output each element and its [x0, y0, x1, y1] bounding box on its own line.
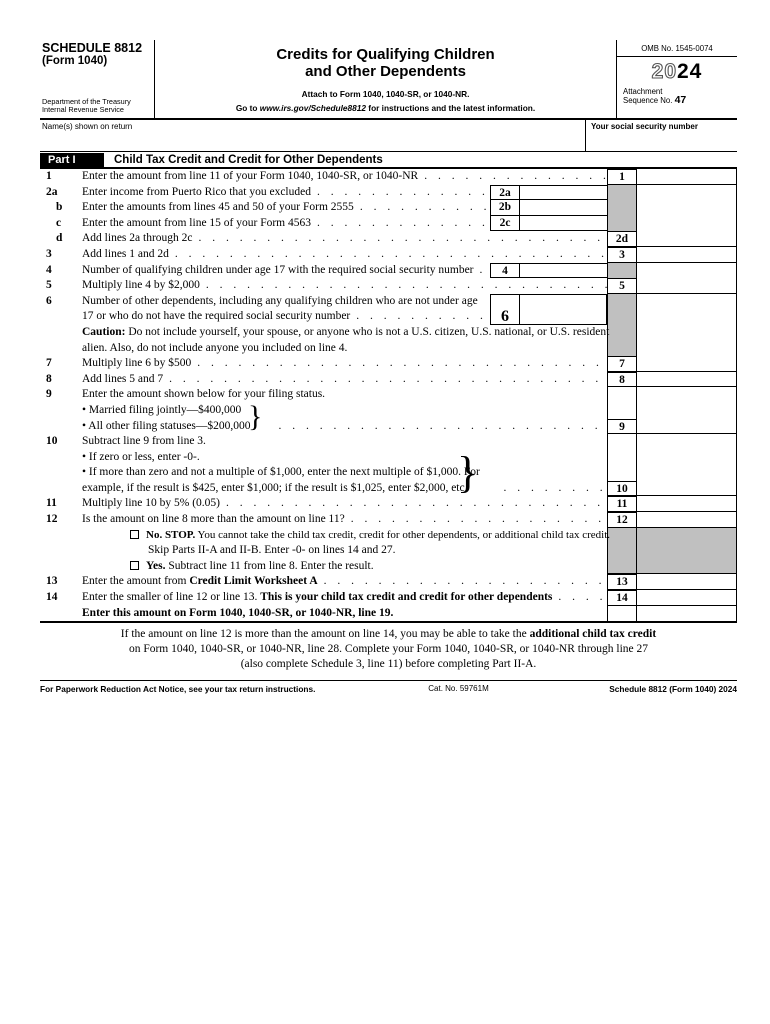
line-2b-shaded-cell: [607, 200, 637, 216]
line-2d-box-label: 2d: [607, 231, 637, 247]
line-14-text-wrap: [82, 590, 607, 606]
line-2a-entry-box: [490, 185, 607, 201]
form-line-9-row3: [40, 419, 737, 435]
line-8-text: Add lines 5 and 7: [82, 372, 164, 385]
no-rest1: You cannot take the child tax credit, credit for other dependents, or additional child tax credit.: [195, 528, 611, 541]
line-9-right-area2: [637, 403, 737, 419]
yes-row-spacer: [40, 559, 82, 575]
paperwork-notice: For Paperwork Reduction Act Notice, see your tax return instructions.: [40, 683, 316, 694]
part1-title: Child Tax Credit and Credit for Other Dependents: [114, 153, 383, 166]
caution-right-area2: [637, 341, 737, 357]
line-3-number: 3: [46, 247, 52, 260]
caution-rest1: Do not include yourself, your spouse, or anyone who is not a U.S. citizen, U.S. national, or U.S. resident: [125, 325, 610, 338]
header-right-block: [616, 40, 737, 118]
line-14-right-area: [637, 606, 737, 622]
no-shaded-cell2: [607, 543, 637, 559]
name-ssn-row: [40, 120, 737, 152]
form-title-line-1: Credits for Qualifying Children: [276, 46, 495, 63]
line-14-bold2-wrap: [82, 606, 607, 622]
line-10-bullet1: • If zero or less, enter -0-.: [82, 450, 200, 463]
form-title: [155, 47, 616, 80]
line-2c-entry-box: [490, 216, 607, 232]
line-12-no-checkbox[interactable]: [130, 530, 139, 539]
parent-form: (Form 1040): [42, 55, 108, 67]
no-option-text2: Skip Parts II-A and II-B. Enter -0- on lines 14 and 27.: [148, 544, 396, 557]
line-9-brace: }: [248, 400, 263, 434]
dot-leader: [474, 263, 490, 279]
year-outline: 20: [651, 60, 677, 83]
line-13-bold: Credit Limit Worksheet A: [189, 575, 318, 588]
note-line-1: [40, 627, 737, 642]
line-8-text-wrap: [82, 372, 607, 388]
line-10-intro-wrap: [82, 434, 607, 450]
line-9-intro-wrap: [82, 387, 607, 403]
line-6-text2: 17 or who do not have the required social security number: [82, 310, 351, 323]
line-11-text-wrap: [82, 496, 607, 512]
line-2c-text-wrap: [82, 216, 607, 232]
form-container: [40, 40, 737, 694]
line-10-brace: }: [457, 448, 479, 498]
line-9-spacer: [40, 403, 82, 419]
yes-option-wrap: [82, 559, 607, 575]
line-11-text: Multiply line 10 by 5% (0.05): [82, 497, 220, 510]
no-option-text1: [146, 528, 610, 544]
part1-bottom-rule: [40, 621, 737, 623]
line-12-no-row2: [40, 543, 737, 559]
line-10-bullet2a: • If more than zero and not a multiple of $1,000, enter the next multiple of $1,000. For: [82, 466, 480, 479]
no-option-wrap: [82, 528, 611, 544]
line-13-box-label: 13: [607, 574, 637, 590]
line-10-bullet1-wrap: [82, 450, 607, 466]
line-10-right-area2: [637, 450, 737, 466]
line-3-amount-input[interactable]: [637, 247, 737, 263]
line-13-text-wrap: [82, 574, 607, 590]
name-input[interactable]: [40, 120, 585, 151]
form-line-2c: [40, 216, 737, 232]
form-line-3: [40, 247, 737, 263]
line-10-box-label: 10: [607, 481, 637, 497]
dot-leader: [200, 278, 607, 294]
caution-text1-wrap: [82, 325, 610, 341]
line-9-spacer2: [40, 419, 82, 435]
line-3-text: Add lines 1 and 2d: [82, 247, 169, 260]
line-13-amount-input[interactable]: [637, 574, 737, 590]
line-10-group: [40, 434, 737, 496]
ssn-input[interactable]: [585, 120, 737, 151]
line-4-shaded-cell: [607, 263, 637, 279]
line-2c-amount-input[interactable]: [520, 216, 607, 231]
dot-leader: [169, 247, 607, 263]
form-line-7: [40, 356, 737, 372]
no-row-spacer: [40, 528, 82, 544]
line-2b-number: b: [56, 201, 63, 214]
line-9-bullet1: • Married filing jointly—$400,000: [82, 403, 242, 416]
line-12-amount-input[interactable]: [637, 512, 737, 528]
line-4-number: 4: [46, 263, 52, 276]
form-line-9-row1: [40, 387, 737, 403]
dot-leader: [318, 574, 607, 590]
line-13-pre: Enter the amount from: [82, 575, 190, 588]
line-9-amount-input[interactable]: [637, 419, 737, 435]
line-10-col-spacer3: [607, 465, 637, 481]
line-2c-text: Enter the amount from line 15 of your Form 4563: [82, 216, 312, 229]
line-2b-amount-input[interactable]: [520, 200, 607, 215]
line-3-box-label: 3: [607, 247, 637, 263]
dot-leader: [350, 309, 489, 325]
line-6-caution-row1: [40, 325, 737, 341]
line-2c-box-label: 2c: [491, 216, 520, 231]
form-line-5: [40, 278, 737, 294]
line-10-right-area3: [637, 465, 737, 481]
line-7-number: 7: [46, 357, 52, 370]
line-2c-right-area: [637, 216, 737, 232]
yes-shaded-cell: [607, 559, 637, 575]
line-1-amount-input[interactable]: [637, 169, 737, 185]
line-2c-shaded-cell: [607, 216, 637, 232]
line-10-col-spacer2: [607, 450, 637, 466]
dot-leader: [311, 216, 490, 232]
line-2b-box-label: 2b: [491, 200, 520, 215]
department-lines: [42, 98, 131, 115]
dot-leader: [552, 590, 607, 606]
line-10-right-area: [637, 434, 737, 450]
line-4-right-area: [637, 263, 737, 279]
line-1-text: Enter the amount from line 11 of your Form 1040, 1040-SR, or 1040-NR: [82, 170, 419, 182]
caution-text1: [82, 325, 609, 341]
no-option-wrap2: [82, 543, 607, 559]
line-11-box-label: 11: [607, 496, 637, 512]
line-6-text1: Number of other dependents, including any qualifying children who are not under age: [82, 294, 478, 307]
line-10-spacer2: [40, 465, 82, 481]
attachment-line-2: [623, 96, 737, 105]
header-left-block: [40, 40, 155, 118]
line-8-amount-input[interactable]: [637, 372, 737, 388]
schedule-number: SCHEDULE 8812: [42, 41, 143, 55]
line-10-bullet2a-wrap: [82, 465, 607, 481]
dot-leader: [191, 356, 607, 372]
footer-form-id: Schedule 8812 (Form 1040) 2024: [609, 683, 737, 694]
form-line-1: [40, 169, 737, 185]
form-line-14: [40, 590, 737, 606]
line-5-text-wrap: [82, 278, 607, 294]
line-2d-number: d: [56, 232, 63, 245]
line-7-text: Multiply line 6 by $500: [82, 357, 192, 370]
line-11-number: 11: [46, 497, 57, 510]
line-9-number: 9: [46, 388, 52, 401]
caution-text2-wrap: [82, 341, 607, 357]
caution-spacer: [40, 325, 82, 341]
line-4-text-wrap: [82, 263, 607, 279]
line-9-group: [40, 387, 737, 434]
caution-spacer2: [40, 341, 82, 357]
line-9-intro: Enter the amount shown below for your filing status.: [82, 388, 326, 401]
line-2a-text-wrap: [82, 185, 607, 201]
line-9-col-spacer: [607, 387, 637, 403]
form-line-10-row2: [40, 450, 737, 466]
line-10-amount-input[interactable]: [637, 481, 737, 497]
sequence-number: 47: [674, 94, 687, 106]
line-8-number: 8: [46, 372, 52, 385]
form-line-6-row2: [40, 309, 737, 325]
dot-leader: [193, 231, 607, 247]
form-line-8: [40, 372, 737, 388]
line-10-number: 10: [46, 435, 58, 448]
dot-leader: [163, 372, 607, 388]
dot-leader: [273, 419, 607, 435]
line-2d-amount-input[interactable]: [637, 231, 737, 247]
line-14-text: [82, 590, 552, 606]
line-14-bold: This is your child tax credit and credit for other dependents: [260, 591, 553, 604]
yes-option-text: [146, 559, 374, 575]
dot-leader: [354, 200, 490, 216]
line-2c-number: c: [56, 216, 62, 229]
line-9-bullet2-wrap: [82, 419, 607, 435]
yes-shaded-area: [637, 559, 737, 575]
line-2d-text: Add lines 2a through 2c: [82, 232, 193, 245]
line-9-bullet1-wrap: [82, 403, 607, 419]
omb-number: OMB No. 1545-0074: [617, 40, 737, 57]
line-9-bullet2: • All other filing statuses—$200,000: [82, 419, 251, 432]
caution-shaded-cell: [607, 325, 637, 341]
line-4-entry-box: [490, 263, 607, 279]
header-center-block: [155, 40, 616, 118]
no-shaded-cell: [607, 528, 637, 544]
line-12-yes-checkbox[interactable]: [130, 561, 139, 570]
line-14-box-label: 14: [607, 590, 637, 606]
line-10-bullet2b-wrap: [82, 481, 607, 497]
line-12-text-wrap: [82, 512, 607, 528]
form-line-2b: [40, 200, 737, 216]
line-2a-right-area: [637, 185, 737, 201]
line-6-right-area: [637, 294, 737, 310]
line-2b-text: Enter the amounts from lines 45 and 50 of your Form 2555: [82, 201, 354, 214]
line-6-box-label: 6: [491, 295, 520, 324]
part1-badge: Part I: [40, 153, 104, 167]
line-10-spacer3: [40, 481, 82, 497]
brace-gap: [467, 481, 497, 497]
line-14-pre: Enter the smaller of line 12 or line 13.: [82, 591, 261, 604]
dot-leader: [220, 496, 607, 512]
form-line-2a: [40, 185, 737, 201]
no-shaded-area2: [637, 543, 737, 559]
dot-leader: [418, 169, 607, 185]
form-line-10-row1: [40, 434, 737, 450]
line-10-spacer: [40, 450, 82, 466]
part1-body: [40, 169, 737, 621]
caution-right-area: [637, 325, 737, 341]
caution-shaded-cell2: [607, 341, 637, 357]
line-2a-box-label: 2a: [491, 186, 520, 200]
line-4-amount-input[interactable]: [520, 264, 607, 278]
dept-line-1: Department of the Treasury: [42, 96, 131, 106]
form-line-10-row3: [40, 465, 737, 481]
line-12-no-row1: [40, 528, 737, 544]
form-line-4: [40, 263, 737, 279]
line-12-box-label: 12: [607, 512, 637, 528]
goto-pre: Go to: [235, 103, 260, 113]
line-13-text: [82, 574, 318, 590]
line-7-box-label: 7: [607, 356, 637, 372]
line-5-amount-input[interactable]: [637, 278, 737, 294]
attachment-sequence: [617, 84, 737, 105]
line-3-text-wrap: [82, 247, 607, 263]
note-line-1-pre: If the amount on line 12 is more than the amount on line 14, you may be able to take the: [120, 628, 530, 641]
form-line-12: [40, 512, 737, 528]
line-10-col-spacer: [607, 434, 637, 450]
dot-leader: [497, 481, 607, 497]
line-6-group: [40, 294, 737, 356]
yes-rest: Subtract line 11 from line 8. Enter the result.: [165, 559, 374, 572]
line-8-box-label: 8: [607, 372, 637, 388]
line-6-shaded-cell2: [607, 309, 637, 325]
form-line-14-row2: [40, 606, 737, 622]
line-2a-number: 2a: [46, 185, 58, 198]
form-line-10-row4: [40, 481, 737, 497]
note-line-2: on Form 1040, 1040-SR, or 1040-NR, line 28. Complete your Form 1040, 1040-SR, or 1040-NR through line 27: [128, 643, 649, 656]
note-line-3: (also complete Schedule 3, line 11) before completing Part II-A.: [240, 657, 537, 670]
line-1-box-label: 1: [607, 169, 637, 185]
no-row2-spacer: [40, 543, 82, 559]
form-line-6-row1: [40, 294, 737, 310]
caution-text2: alien. Also, do not include anyone you included on line 4.: [82, 341, 348, 354]
line-2a-text: Enter income from Puerto Rico that you excluded: [82, 185, 311, 198]
note-line-1-bold: additional child tax credit: [529, 628, 657, 641]
form-line-11: [40, 496, 737, 512]
line-2b-text-wrap: [82, 200, 607, 216]
tax-year: [617, 57, 737, 84]
line-6-number: 6: [46, 294, 52, 307]
additional-credit-note: [40, 627, 737, 671]
line-6-text1-wrap: [82, 294, 607, 310]
name-label: Name(s) shown on return: [42, 122, 133, 131]
irs-url: www.irs.gov/Schedule8812: [259, 103, 366, 113]
year-bold: 24: [677, 60, 703, 83]
line-9-right-area: [637, 387, 737, 403]
form-footer: [40, 681, 737, 694]
no-bold: No. STOP.: [146, 528, 196, 541]
line-2b-right-area: [637, 200, 737, 216]
line-12-yes-row: [40, 559, 737, 575]
line-4-text: Number of qualifying children under age 17 with the required social security number: [82, 263, 474, 276]
line-1-text-wrap: [82, 169, 607, 185]
form-line-9-row2: [40, 403, 737, 419]
ssn-label: Your social security number: [591, 122, 698, 131]
line-6-caution-row2: [40, 341, 737, 357]
line-6-text2-wrap: [82, 309, 607, 325]
catalog-number: Cat. No. 59761M: [428, 683, 489, 693]
attachment-line-1: Attachment: [623, 87, 663, 96]
line-14-bold2: Enter this amount on Form 1040, 1040-SR, or 1040-NR, line 19.: [82, 606, 394, 619]
line-10-bullet2b: example, if the result is $425, enter $1,000; if the result is $1,025, enter $2,000, etc.: [82, 481, 468, 494]
line-5-box-label: 5: [607, 278, 637, 294]
line-4-box-label: 4: [491, 264, 520, 278]
yes-bold: Yes.: [146, 559, 166, 572]
line-2d-text-wrap: [82, 231, 607, 247]
goto-instruction: [155, 103, 616, 113]
line-10-intro: Subtract line 9 from line 3.: [82, 435, 206, 448]
line-2b-entry-box: [490, 200, 607, 216]
form-line-13: [40, 574, 737, 590]
sequence-label: Sequence No.: [623, 96, 675, 105]
no-shaded-area: [637, 528, 737, 544]
line-6-shaded-cell: [607, 294, 637, 310]
line-2a-shaded-cell: [607, 185, 637, 201]
line-14-row2-spacer: [40, 606, 82, 622]
line-14-number: 14: [46, 591, 58, 604]
line-5-text: Multiply line 4 by $2,000: [82, 279, 200, 292]
part1-header: [40, 152, 737, 169]
line-6-number-spacer: [40, 309, 82, 325]
line-13-number: 13: [46, 575, 58, 588]
dept-line-2: Internal Revenue Service: [42, 105, 124, 115]
form-header: [40, 40, 737, 120]
line-1-number: 1: [46, 170, 52, 182]
line-9-col-spacer2: [607, 403, 637, 419]
brace-gap: [251, 419, 273, 435]
line-11-amount-input[interactable]: [637, 496, 737, 512]
form-line-2d: [40, 231, 737, 247]
line-5-number: 5: [46, 279, 52, 292]
line-14-col-spacer: [607, 606, 637, 622]
form-title-line-2: and Other Dependents: [305, 62, 466, 80]
line-7-text-wrap: [82, 356, 607, 372]
goto-post: for instructions and the latest information.: [366, 103, 536, 113]
line-12-number: 12: [46, 513, 58, 526]
attach-instruction: Attach to Form 1040, 1040-SR, or 1040-NR.: [301, 89, 470, 99]
caution-bold: Caution:: [82, 325, 126, 338]
line-14-amount-input[interactable]: [637, 590, 737, 606]
line-12-text: Is the amount on line 8 more than the amount on line 11?: [82, 513, 345, 526]
line-6-right-area2: [637, 309, 737, 325]
line-7-amount-input[interactable]: [637, 356, 737, 372]
line-9-box-label: 9: [607, 419, 637, 435]
dot-leader: [345, 512, 607, 528]
dot-leader: [311, 185, 490, 201]
line-2a-amount-input[interactable]: [520, 186, 607, 200]
